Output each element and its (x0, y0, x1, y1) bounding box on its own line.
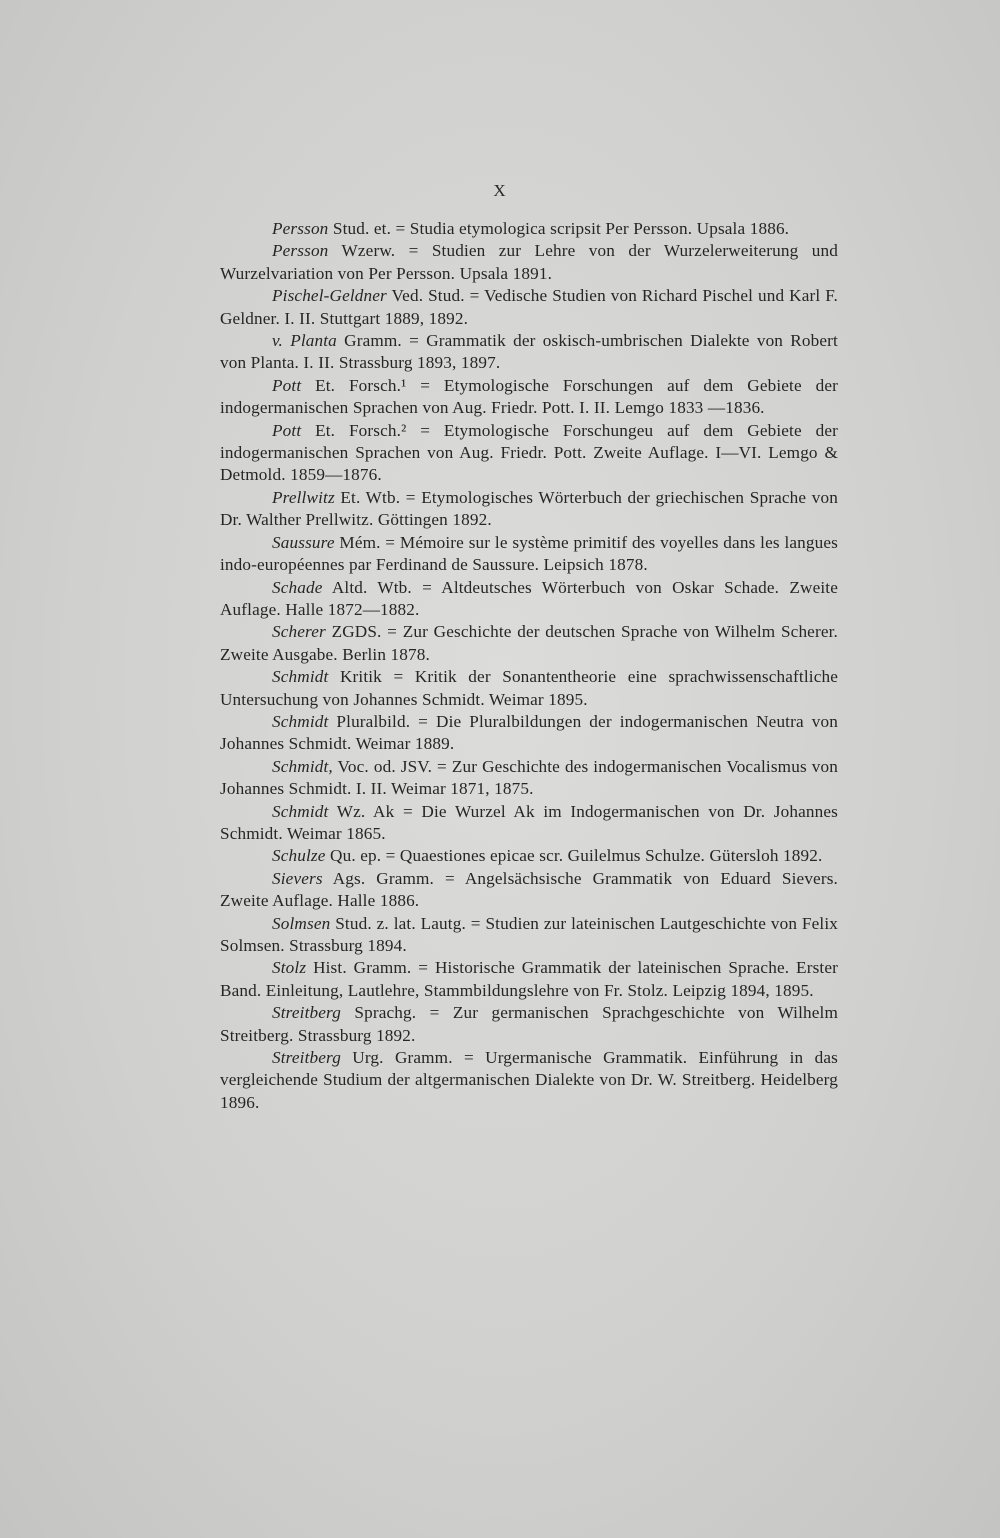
bibliography-entry (220, 957, 838, 1002)
entry-abbreviation: Sievers (272, 868, 323, 888)
entry-text: Sprachg. = Zur germanischen Sprachgeschichte von Wilhelm Streitberg. Strassburg 1892. (220, 1003, 838, 1045)
entry-text: Urg. Gramm. = Urgermanische Grammatik. Einführung in das vergleichende Studium der altgermanischen Dialekte von Dr. W. Streitberg. Heidelberg 1896. (220, 1048, 838, 1112)
entry-text: Ved. Stud. = Vedische Studien von Richard Pischel und Karl F. Geldner. I. II. Stuttgart 1889, 1892. (220, 286, 838, 328)
entry-text: Et. Forsch.¹ = Etymologische Forschungen auf dem Gebiete der indogermanischen Sprachen von Aug. Friedr. Pott. I. II. Lemgo 1833 —1836. (220, 375, 838, 418)
entry-abbreviation: Solmsen (272, 913, 331, 933)
bibliography-entry (220, 330, 838, 375)
entry-text: Altd. Wtb. = Altdeutsches Wörterbuch von Oskar Schade. Zweite Auflage. Halle 1872—1882. (220, 577, 838, 619)
bibliography-entry (220, 487, 838, 532)
bibliography-entry (220, 801, 838, 846)
entry-text: Et. Forsch.² = Etymologische Forschungeu auf dem Gebiete der indogermanischen Sprachen von Aug. Friedr. Pott. Zweite Auflage. I—VI. Lemgo & Detmold. 1859—1876. (220, 420, 838, 485)
bibliography-entry (220, 1047, 838, 1114)
entry-abbreviation: Schmidt (272, 801, 329, 821)
page-number: X (493, 181, 507, 200)
bibliography-entry (220, 711, 838, 756)
bibliography-entry (220, 621, 838, 666)
entry-abbreviation: Schmidt, (272, 756, 333, 776)
entry-abbreviation: Schade (272, 577, 323, 597)
entry-text: Voc. od. JSV. = Zur Geschichte des indogermanischen Vocalismus von Johannes Schmidt. I. II. Weimar 1871, 1875. (220, 756, 838, 799)
bibliography-entry (220, 1002, 838, 1047)
entry-abbreviation: Schmidt (272, 667, 329, 687)
entry-abbreviation: Stolz (272, 958, 307, 978)
entry-text: Mém. = Mémoire sur le système primitif des voyelles dans les langues indo-européennes par Ferdinand de Saussure. Leipsich 1878. (220, 532, 838, 575)
entry-text: Pluralbild. = Die Pluralbildungen der indogermanischen Neutra von Johannes Schmidt. Weimar 1889. (220, 711, 838, 754)
entry-abbreviation: Streitberg (272, 1003, 341, 1023)
bibliography-entry (220, 577, 838, 622)
entry-text: Stud. z. lat. Lautg. = Studien zur lateinischen Lautgeschichte von Felix Solmsen. Strassburg 1894. (220, 913, 838, 955)
bibliography-entry (220, 375, 838, 420)
entry-text: Stud. et. = Studia etymologica scripsit Per Persson. Upsala 1886. (328, 219, 790, 238)
bibliography-entry (220, 240, 838, 285)
bibliography-entry (220, 218, 838, 240)
entry-text: Gramm. = Grammatik der oskisch-umbrischen Dialekte von Robert von Planta. I. II. Strassburg 1893, 1897. (220, 331, 838, 373)
bibliography-entry (220, 913, 838, 958)
entry-text: Wz. Ak = Die Wurzel Ak im Indogermanischen von Dr. Johannes Schmidt. Weimar 1865. (220, 801, 838, 843)
entry-abbreviation: Pott (272, 375, 302, 395)
entry-text: ZGDS. = Zur Geschichte der deutschen Sprache von Wilhelm Scherer. Zweite Ausgabe. Berlin 1878. (220, 622, 838, 664)
entry-text: Hist. Gramm. = Historische Grammatik der lateinischen Sprache. Erster Band. Einleitung, Lautlehre, Stammbildungslehre von Fr. Stolz. Leipzig 1894, 1895. (220, 958, 838, 1000)
bibliography-list (220, 218, 838, 1114)
bibliography-entry (220, 532, 838, 577)
entry-text: Qu. ep. = Quaestiones epicae scr. Guilelmus Schulze. Gütersloh 1892. (325, 846, 823, 866)
entry-abbreviation: Pott (272, 420, 302, 440)
entry-abbreviation: Persson (272, 241, 329, 261)
entry-abbreviation: v. Planta (272, 331, 337, 351)
entry-abbreviation: Pischel-Geldner (272, 286, 387, 306)
entry-text: Kritik = Kritik der Sonantentheorie eine sprachwissenschaftliche Untersuchung von Johannes Schmidt. Weimar 1895. (220, 667, 838, 709)
bibliography-entry (220, 868, 838, 913)
bibliography-entry (220, 666, 838, 711)
entry-abbreviation: Persson (272, 219, 329, 238)
bibliography-entry (220, 845, 838, 867)
entry-abbreviation: Schmidt (272, 711, 329, 731)
bibliography-entry (220, 420, 838, 487)
bibliography-entry (220, 756, 838, 801)
entry-abbreviation: Schulze (272, 846, 326, 866)
entry-text: Ags. Gramm. = Angelsächsische Grammatik von Eduard Sievers. Zweite Auflage. Halle 1886. (220, 868, 838, 911)
entry-abbreviation: Streitberg (272, 1048, 341, 1068)
entry-abbreviation: Saussure (272, 532, 335, 552)
entry-text: Wzerw. = Studien zur Lehre von der Wurzelerweiterung und Wurzelvariation von Per Persson. Upsala 1891. (220, 241, 838, 283)
entry-abbreviation: Scherer (272, 622, 326, 642)
entry-abbreviation: Prellwitz (272, 487, 335, 507)
entry-text: Et. Wtb. = Etymologisches Wörterbuch der griechischen Sprache von Dr. Walther Prellwitz. Göttingen 1892. (220, 487, 838, 530)
bibliography-entry (220, 285, 838, 330)
